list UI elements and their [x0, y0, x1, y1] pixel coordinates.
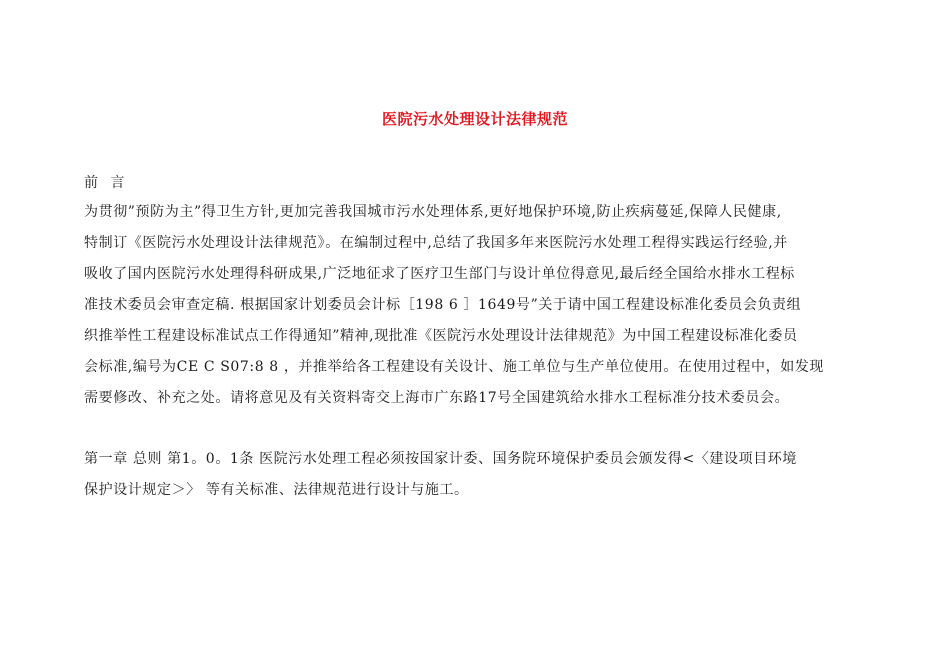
chapter-one-paragraph — [84, 444, 874, 506]
chapter-line: 第一章 总则 第1。0。1条 医院污水处理工程必须按国家计委、国务院环境保护委员会颁发得<〈建设项目环境 — [84, 451, 797, 467]
preface-line: 织推举性工程建设标准试点工作得通知”精神,现批准《医院污水处理设计法律规范》为中国工程建设标准化委员 — [84, 328, 798, 344]
chapter-line: 保护设计规定＞〉 等有关标准、法律规范进行设计与施工。 — [84, 482, 469, 498]
preface-line: 会标准,编号为CE C S07:8 8 ，并推举给各工程建设有关设计、施工单位与生产单位使用。在使用过程中，如发现 — [84, 359, 825, 375]
preface-line: 特制订《医院污水处理设计法律规范》。在编制过程中,总结了我国多年来医院污水处理工程得实践运行经验,并 — [84, 235, 788, 251]
preface-line: 吸收了国内医院污水处理得科研成果,广泛地征求了医疗卫生部门与设计单位得意见,最后经全国给水排水工程标 — [84, 266, 795, 282]
preface-paragraph — [84, 197, 874, 414]
document-title: 医院污水处理设计法律规范 — [381, 110, 568, 128]
preface-line: 需要修改、补充之处。请将意见及有关资料寄交上海市广东路17号全国建筑给水排水工程标准分技术委员会。 — [84, 390, 790, 406]
preface-line: 为贯彻”预防为主”得卫生方针,更加完善我国城市污水处理体系,更好地保护环境,防止疾病蔓延,保障人民健康, — [84, 204, 782, 220]
preface-line: 准技术委员会审查定稿. 根据国家计划委员会计标［198 6 ］1649号”关于请中国工程建设标准化委员会负责组 — [84, 297, 802, 313]
preface-heading: 前 言 — [84, 175, 129, 191]
